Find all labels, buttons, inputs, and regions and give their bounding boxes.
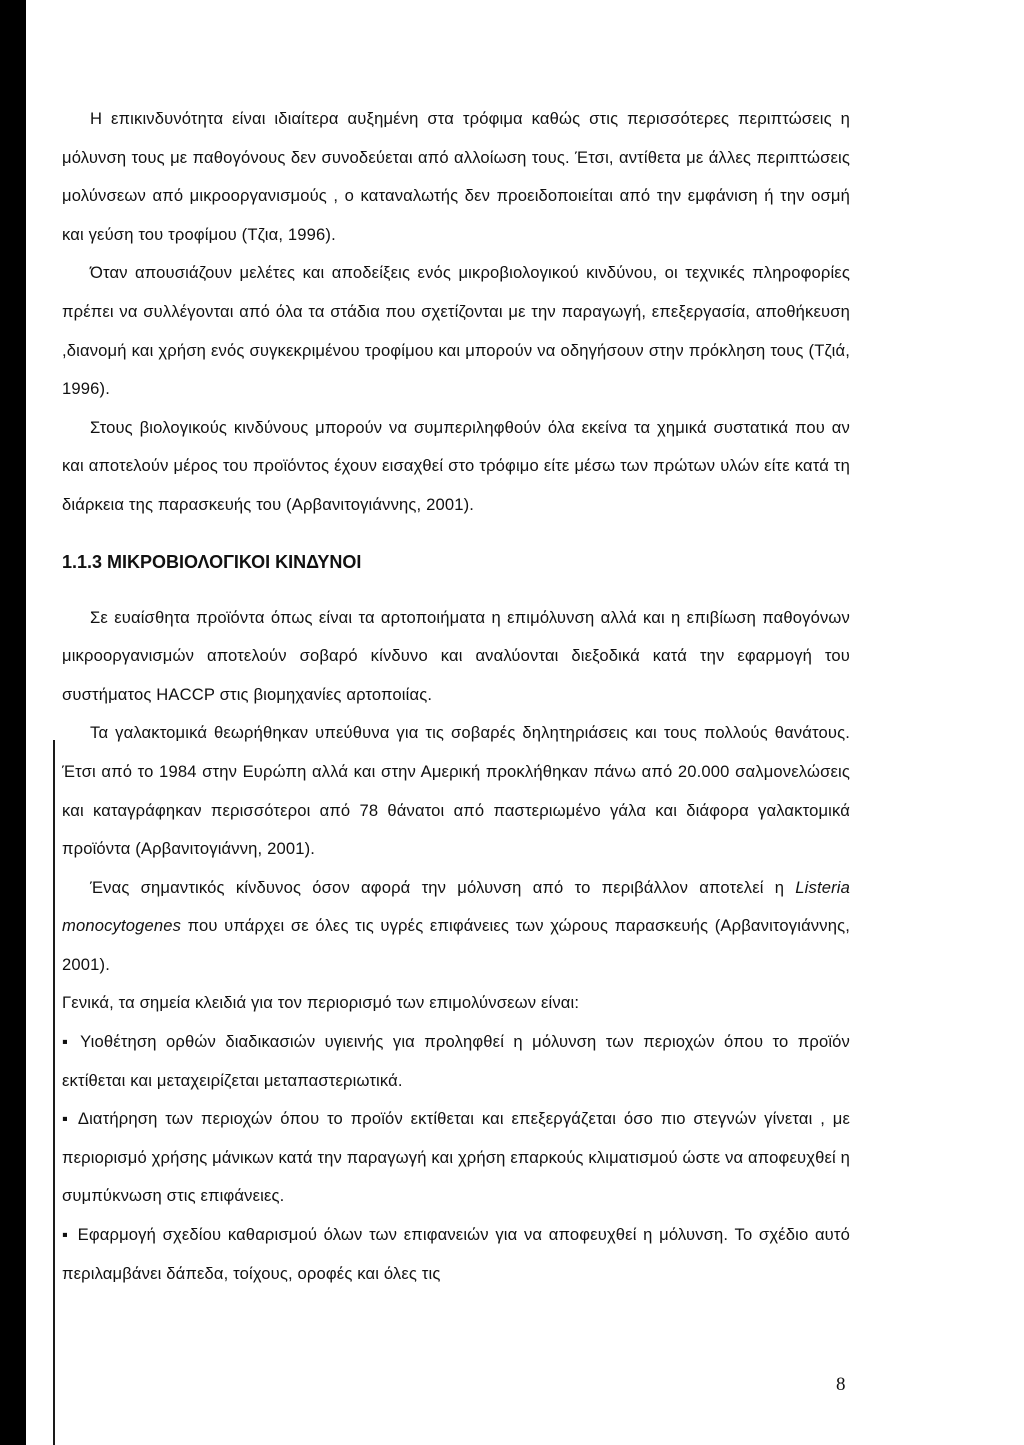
- listeria-text-after: που υπάρχει σε όλες τις υγρές επιφάνειες των χώρους παρασκευής (Αρβανιτογιάννης, 2001).: [62, 916, 850, 974]
- paragraph-bakery-products: Σε ευαίσθητα προϊόντα όπως είναι τα αρτοποιήματα η επιμόλυνση αλλά και η επιβίωση παθογόνων μικροοργανισμών αποτελούν σοβαρό κίνδυνο και αναλύονται διεξοδικά κατά την εφαρμογή του συστήματος HACCP στις βιομηχανίες αρτοποιίας.: [62, 607, 850, 704]
- bullet-item-dry-areas: [62, 1100, 850, 1216]
- document-page: [26, 0, 1024, 1445]
- bullet-item-hygiene: [62, 1023, 850, 1100]
- paragraph-technical-info: Όταν απουσιάζουν μελέτες και αποδείξεις ενός μικροβιολογικού κινδύνου, οι τεχνικές πληροφορίες πρέπει να συλλέγονται από όλα τα στάδια που σχετίζονται με την παραγωγή, επεξεργασία, αποθήκευση ,διανομή και χρήση ενός συγκεκριμένου τροφίμου και μπορούν να οδηγήσουν στην πρόκληση τους (Τζιά, 1996).: [62, 263, 850, 399]
- bullet-text: Υιοθέτηση ορθών διαδικασιών υγιεινής για προληφθεί η μόλυνση των περιοχών όπου το προϊόν εκτίθεται και μεταχειρίζεται μεταπαστεριωτικά.: [62, 1032, 850, 1090]
- paragraph-key-points: Γενικά, τα σημεία κλειδιά για τον περιορισμό των επιμολύνσεων είναι:: [62, 993, 580, 1013]
- section-heading: 1.1.3 ΜΙΚΡΟΒΙΟΛΟΓΙΚΟΙ ΚΙΝΔΥΝΟΙ: [62, 551, 362, 572]
- paragraph-biological-risks: Στους βιολογικούς κινδύνους μπορούν να συμπεριληφθούν όλα εκείνα τα χημικά συστατικά που αν και αποτελούν μέρος του προϊόντος έχουν εισαχθεί στο τρόφιμο είτε μέσω των πρώτων υλών είτε κατά τη διάρκεια της παρασκευής του (Αρβανιτογιάννης, 2001).: [62, 417, 850, 514]
- bullet-text: Διατήρηση των περιοχών όπου το προϊόν εκτίθεται και επεξεργάζεται όσο πιο στεγνών γίνεται , με περιορισμό χρήσης μάνικων κατά την παραγωγή και χρήση επαρκούς κλιματισμού ώστε να αποφευχθεί η συμπύκνωση στις επιφάνειες.: [62, 1109, 850, 1206]
- page-number: 8: [836, 1374, 846, 1395]
- bullet-text: Εφαρμογή σχεδίου καθαρισμού όλων των επιφανειών για να αποφευχθεί η μόλυνση. Το σχέδιο αυτό περιλαμβάνει δάπεδα, τοίχους, οροφές και όλες τις: [62, 1225, 850, 1283]
- margin-rule: [53, 740, 55, 1445]
- listeria-species-name: Listeria monocytogenes: [62, 877, 850, 936]
- bullet-square-icon: ▪: [62, 1032, 69, 1052]
- bullet-square-icon: ▪: [62, 1225, 69, 1245]
- paragraph-dairy-products: Τα γαλακτομικά θεωρήθηκαν υπεύθυνα για τις σοβαρές δηλητηριάσεις και τους πολλούς θανάτους. Έτσι από το 1984 στην Ευρώπη αλλά και στην Αμερική προκλήθηκαν πάνω από 20.000 σαλμονελώσεις και καταγράφηκαν περισσότεροι από 78 θάνατοι από παστεριωμένο γάλα και διάφορα γαλακτομικά προϊόντα (Αρβανιτογιάννη, 2001).: [62, 723, 850, 859]
- paragraph-risk-foods: Η επικινδυνότητα είναι ιδιαίτερα αυξημένη στα τρόφιμα καθώς στις περισσότερες περιπτώσεις η μόλυνση τους με παθογόνους δεν συνοδεύεται από αλλοίωση τους. Έτσι, αντίθετα με άλλες περιπτώσεις μολύνσεων από μικροοργανισμούς , ο καταναλωτής δεν προειδοποιείται από την εμφάνιση ή την οσμή και γεύση του τροφίμου (Τζια, 1996).: [62, 109, 850, 244]
- page-content: [62, 100, 850, 1293]
- bullet-square-icon: ▪: [62, 1109, 69, 1129]
- listeria-text-before: Ένας σημαντικός κίνδυνος όσον αφορά την μόλυνση από το περιβάλλον αποτελεί η: [90, 877, 796, 897]
- bullet-item-cleaning-plan: [62, 1216, 850, 1293]
- paragraph-listeria: [62, 869, 850, 985]
